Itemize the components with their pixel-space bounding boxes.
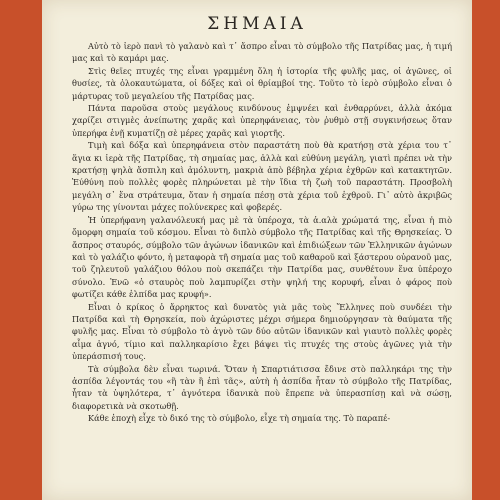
text-body <box>72 40 452 425</box>
page-title: ΣΗΜΑΙΑ <box>207 14 307 34</box>
paragraph: Πάντα παροῦσα στοὺς μεγάλους κινδύνους ἐμψνέει καὶ ἐνθαρρύνει, ἀλλὰ ἀκόμα χαρίζει στιγμὲς ἀνείπωτης χαρᾶς καὶ ὑπερηφάνειας, τὸν ῥυθμὸ στῇ συγκινήσεως ὅταν ὑπερήφα ἐνῇ κυματίζῃ σὲ μέρες χαρᾶς καὶ γιορτῆς. <box>72 103 452 138</box>
document-page <box>42 0 472 500</box>
paragraph: Αὐτὸ τὸ ἱερὸ πανὶ τὸ γαλανὸ καὶ τ᾽ ἄσπρο εἶναι τὸ σύμβολο τῆς Πατρίδας μας, ἡ τιμή μας καὶ τὸ καμάρι μας. <box>72 41 452 64</box>
paragraph: Τιμὴ καὶ δόξα καὶ ὑπερηφάνεια στὸν παραστάτη ποὺ θὰ κρατήσῃ στὰ χέρια του τ᾽ ἅγια κι ἱερὰ τῆς Πατρίδας, τὴ σημαίας μας, ἀλλὰ καὶ εὐθύνη μεγάλη, γιατὶ πρέπει νὰ τὴν κρατήσῃ ψηλὰ ἄσπιλη καὶ ἀμόλυντη, μακριὰ ἀπὸ βέβηλα χέρια ἐχθρῶν καὶ κατακτητῶν. Ἐύθύνη ποὺ πολλὲς φορὲς πληρώνεται μὲ τὴν ἴδια τὴ ζωὴ τοῦ παραστάτη. Προσβολὴ μεγάλη σ᾽ ἕνα στράτευμα, ὅταν ἡ σημαία πέσῃ στὰ χέρια τοῦ ἐχθροῦ. Γι᾽ αὐτὸ ἀκριβῶς γύρω της γίνονται μάχες πολύνεκρες καὶ φοβερές. <box>72 140 452 213</box>
paragraph: Κάθε ἐποχὴ εἶχε τὸ δικό της τὸ σύμβολο, εἶχε τὴ σημαία της. Τὸ παραπέ- <box>88 413 391 424</box>
paragraph: Στὶς θεϊες πτυχές της εἶναι γραμμένη ὅλη ἡ ἱστορία τῆς φυλῆς μας, οἱ ἀγῶνες, οἱ θυσίες, τὰ ὁλοκαυτώματα, οἱ δόξες καὶ οἱ θρίαμβοί της. Τοῦτο τὸ ἱερὸ σύμβολο εἶναι ὁ μάρτυρας τοῦ μεγαλείου τῆς Πατρίδας μας. <box>72 65 452 101</box>
paragraph: Τὰ σύμβολα δὲν εἶναι τωρινά. Ὅταν ἡ Σπαρτιάτισσα ἔδινε στὸ παλληκάρι της τὴν ἀσπίδα λέγοντάς του «ἢ τὰν ἢ ἐπὶ τᾶς», αὐτὴ ἡ ἀσπίδα ἦταν τὸ σύμβολο τῆς Πατρίδας, ἦταν τὰ ὑψηλότερα, τ᾽ ἀγνότερα ἰδανικὰ ποὺ ἔπρεπε νὰ ὑπερασπίσῃ καὶ νὰ σώσῃ, διαφορετικὰ νὰ σκοτωθῇ. <box>72 363 452 411</box>
paragraph: Ἡ ὑπερήφανη γαλανόλευκή μας μὲ τὰ ὑπέροχα, τὰ ἁ.αλὰ χρώματά της, εἶναι ἡ πιὸ ὄμορφη σημαία τοῦ κόσμου. Εἶναι τὸ διπλὸ σύμβολο τῆς Πατρίδας καὶ τῆς Θρησκείας. Ὁ ἄσπρος σταυρός, σύμβολο τῶν ἀγώνων ἰδανικῶν καὶ ἐπιδιώξεων τῶν Ἑλληνικῶν ἀγώνων καὶ τὸ γαλάζιο φόντο, ἡ μεταφορὰ τῆ σημαία μας τοῦ καθαροῦ καὶ ξάστερου οὐρανοῦ μας, τοῦ ζηλευτοῦ γαλάζιου θόλου ποὺ σκεπάζει τὴν Πατρίδα μας, συνθέτουν ἕνα ὑπέροχο σύνολο. Ἐνῶ «ὁ σταυρὸς ποὺ λαμπυρίζει στὴν ψηλή της κορυφή, εἶναι ὁ φάρος ποὺ φωτίζει κάθε ἐλπίδα μας κρυφή». <box>72 214 452 300</box>
paragraph: Εἶναι ὁ κρίκος ὁ ἄρρηκτος καὶ δυνατὸς γιὰ μᾶς τοὺς Ἕλληνες ποὺ συνδέει τὴν Πατρίδα καὶ τὴ Θρησκεία, ποὺ ἀχώριστες μέχρι σήμερα δημιούργησαν τὰ θαύματα τῆς φυλῆς μας. Εἶναι τὸ σύμβολο τὸ ἁγνὸ τῶν δύο αὐτῶν ἰδανικῶν καὶ γιαυτὸ πολλὲς φορὲς αἷμα ἁγνό, τίμιο καὶ παλληκαρίσιο ἔχει βάψει τὶς πτυχές της στοὺς ἀγῶνες γιὰ τὴν ὑπεράσπισή τους. <box>72 301 452 362</box>
